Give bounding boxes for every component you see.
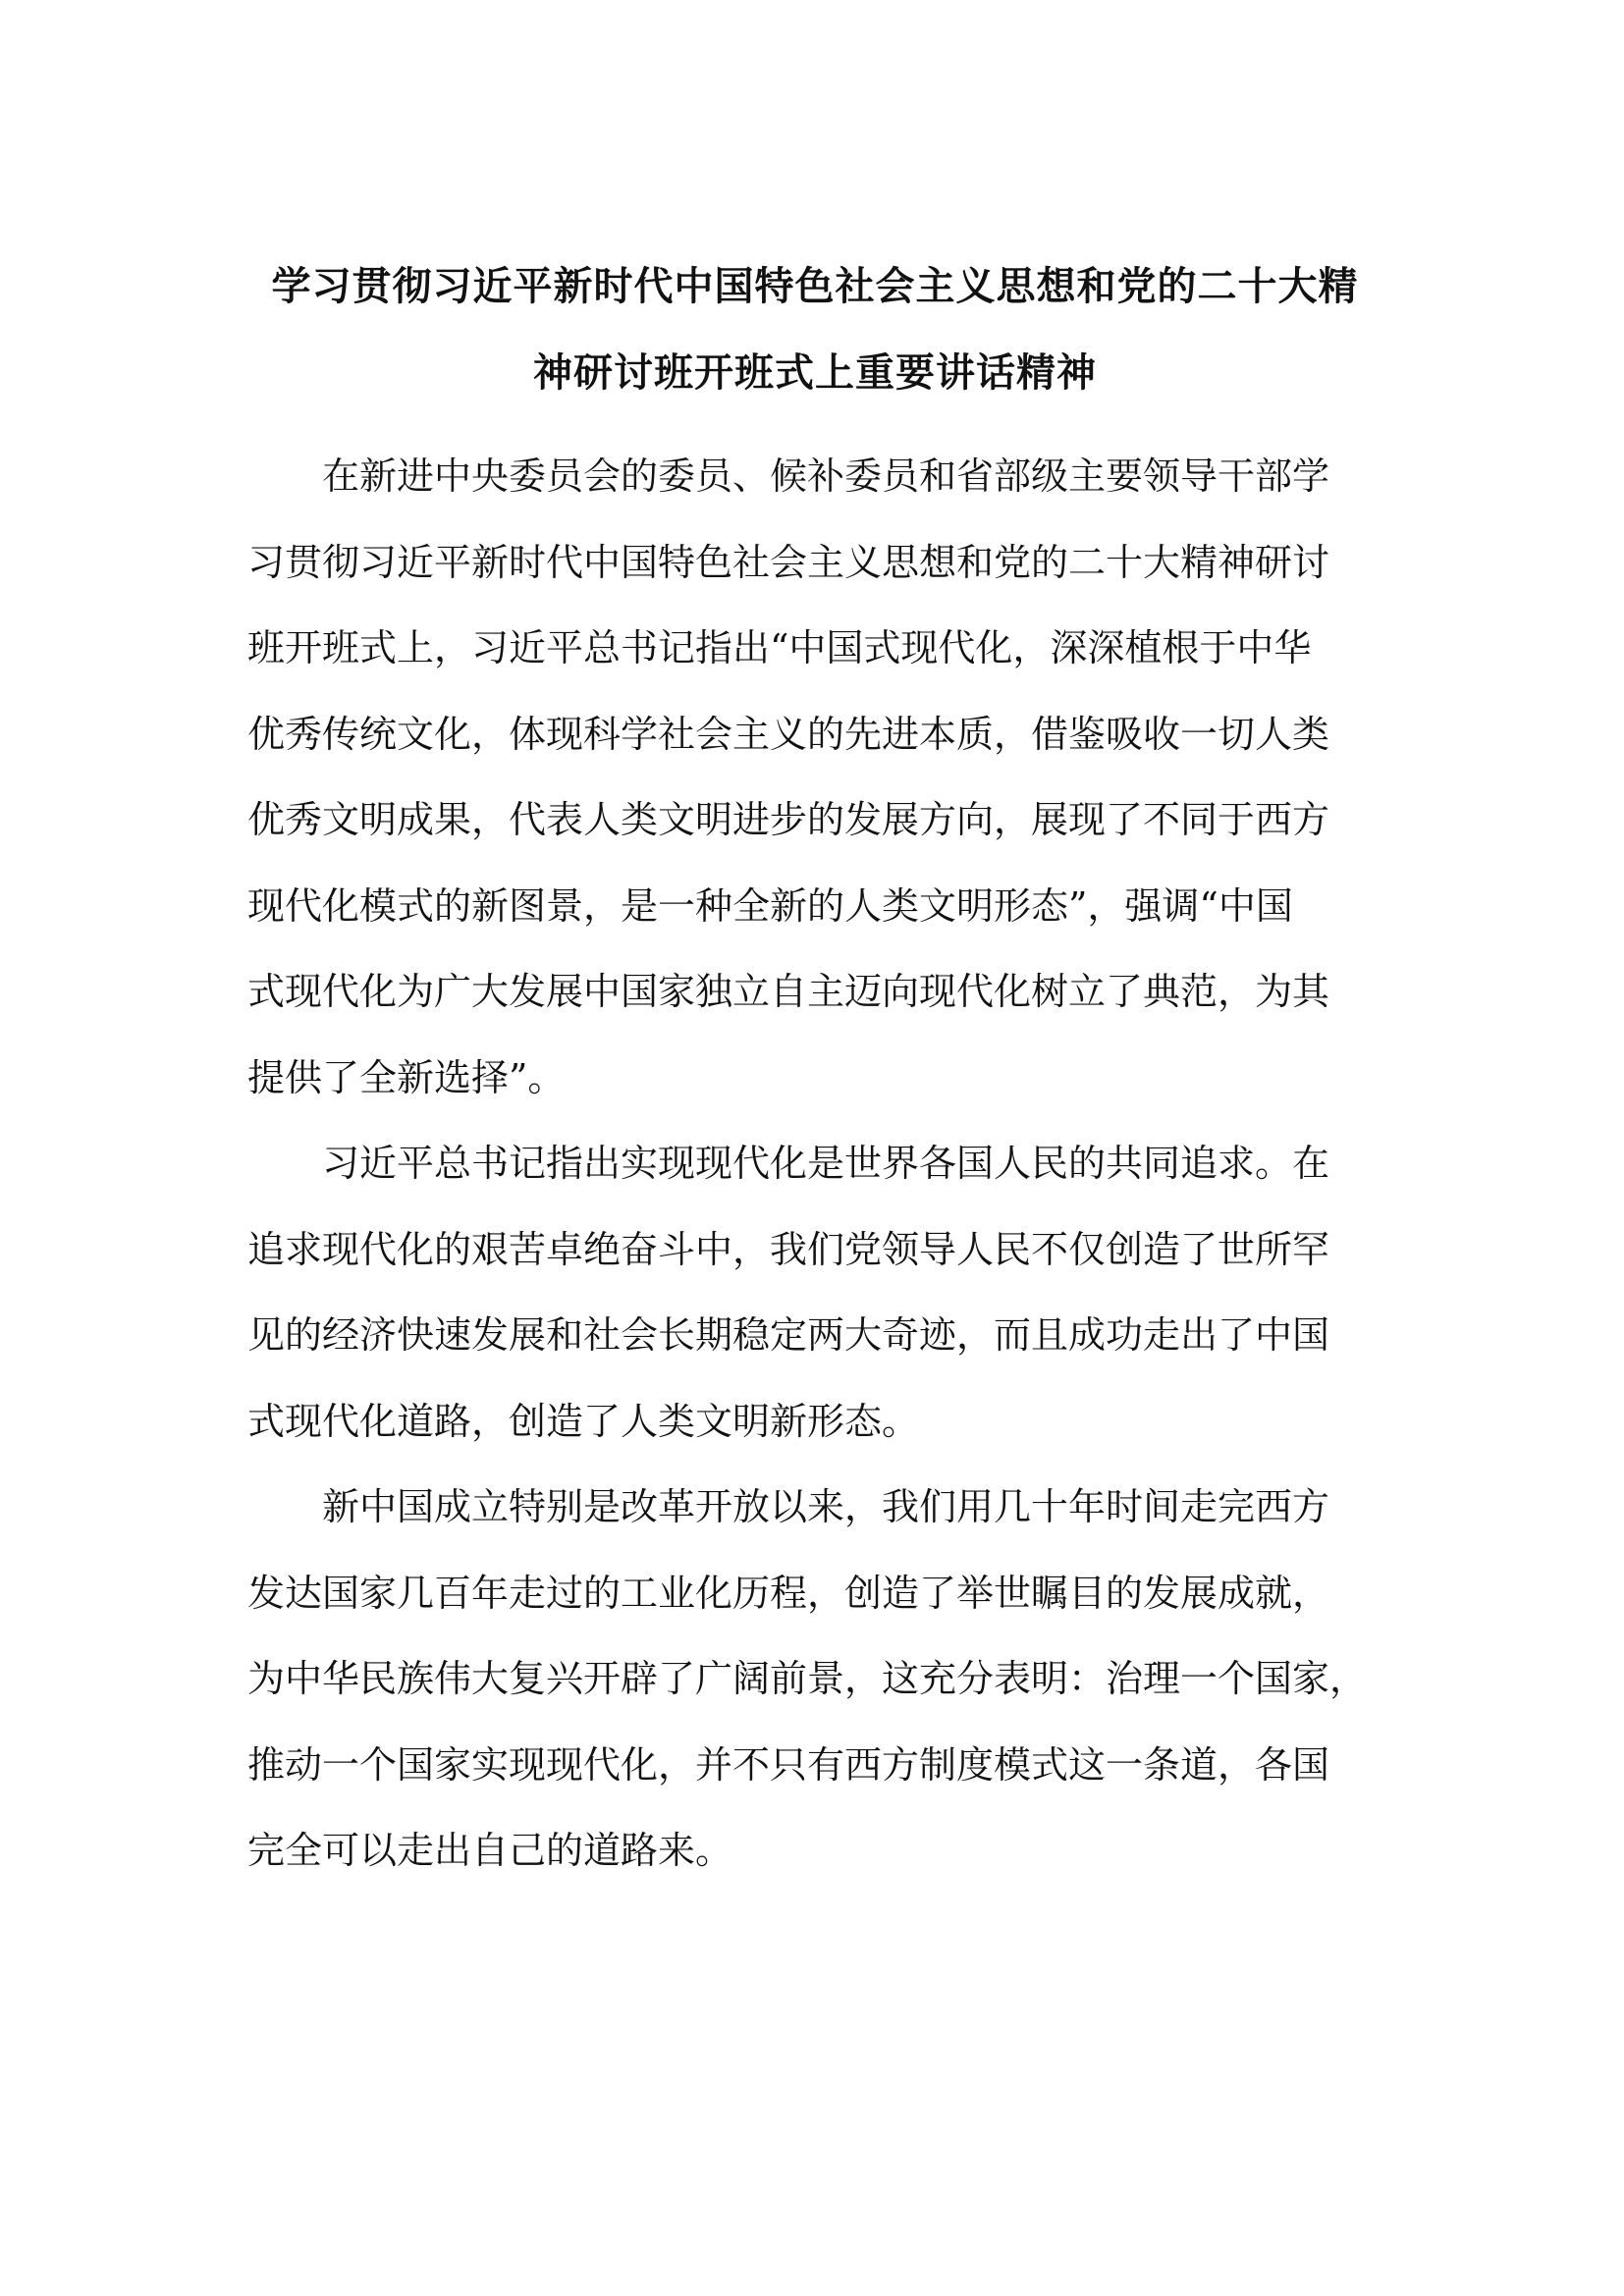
paragraph-2 bbox=[247, 1121, 1386, 1465]
title-line-1: 学习贯彻习近平新时代中国特色社会主义思想和党的二十大精 bbox=[271, 264, 1359, 309]
paragraph-line: 习近平总书记指出实现现代化是世界各国人民的共同追求。在 bbox=[322, 1142, 1330, 1185]
paragraph-line: 见的经济快速发展和社会长期稳定两大奇迹，而且成功走出了中国 bbox=[247, 1313, 1330, 1357]
title-line-2: 神研讨班开班式上重要讲话精神 bbox=[533, 350, 1097, 396]
paragraph-line: 在新进中央委员会的委员、候补委员和省部级主要领导干部学 bbox=[322, 454, 1330, 498]
paragraph-line: 现代化模式的新图景，是一种全新的人类文明形态”，强调“中国 bbox=[247, 883, 1293, 928]
paragraph-line: 为中华民族伟大复兴开辟了广阔前景，这充分表明：治理一个国家， bbox=[247, 1657, 1368, 1700]
document-body bbox=[247, 434, 1386, 1895]
paragraph-line: 习贯彻习近平新时代中国特色社会主义思想和党的二十大精神研讨 bbox=[247, 540, 1330, 584]
paragraph-line: 推动一个国家实现现代化，并不只有西方制度模式这一条道，各国 bbox=[247, 1742, 1330, 1787]
paragraph-line: 发达国家几百年走过的工业化历程，创造了举世瞩目的发展成就， bbox=[247, 1571, 1330, 1615]
paragraph-line: 提供了全新选择”。 bbox=[247, 1055, 566, 1099]
paragraph-3 bbox=[247, 1465, 1386, 1895]
paragraph-line: 追求现代化的艰苦卓绝奋斗中，我们党领导人民不仅创造了世所罕 bbox=[247, 1227, 1330, 1271]
document-title bbox=[245, 243, 1384, 416]
paragraph-line: 式现代化为广大发展中国家独立自主迈向现代化树立了典范，为其 bbox=[247, 970, 1330, 1013]
paragraph-1 bbox=[247, 434, 1386, 1121]
paragraph-line: 优秀传统文化，体现科学社会主义的先进本质，借鉴吸收一切人类 bbox=[247, 712, 1330, 756]
paragraph-line: 优秀文明成果，代表人类文明进步的发展方向，展现了不同于西方 bbox=[247, 798, 1330, 841]
paragraph-line: 班开班式上，习近平总书记指出“中国式现代化，深深植根于中华 bbox=[247, 626, 1312, 669]
paragraph-line: 完全可以走出自己的道路来。 bbox=[247, 1829, 733, 1872]
paragraph-line: 新中国成立特别是改革开放以来，我们用几十年时间走完西方 bbox=[322, 1485, 1330, 1528]
paragraph-line: 式现代化道路，创造了人类文明新形态。 bbox=[247, 1399, 920, 1443]
